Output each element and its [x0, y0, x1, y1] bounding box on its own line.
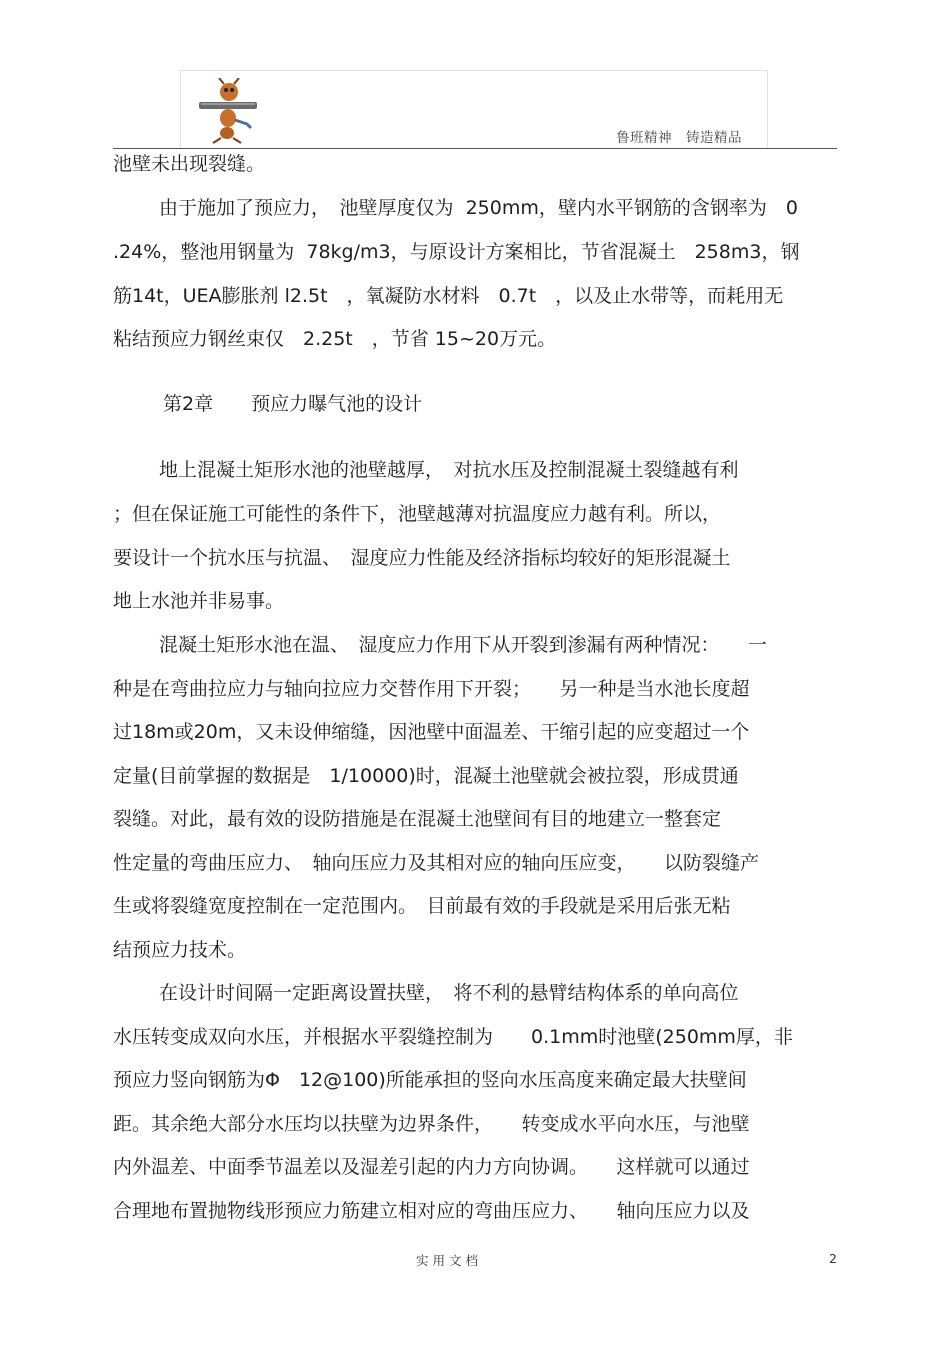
footer-label: 实用文档: [416, 1253, 483, 1268]
text-line: 过18m或20m，又未设伸缩缝，因池壁中面温差、干缩引起的应变超过一个: [113, 721, 750, 743]
text-line: 粘结预应力钢丝束仅 2.25t ，节省 15~20万元。: [113, 328, 557, 350]
text-line: 地上水池并非易事。: [113, 590, 285, 612]
text-line: 由于施加了预应力， 池壁厚度仅为 250mm，壁内水平钢筋的含钢率为 0: [140, 197, 798, 219]
text-line: 结预应力技术。: [113, 939, 247, 961]
text-line: 池壁未出现裂缝。: [113, 153, 266, 175]
text-line: 裂缝。对此，最有效的设防措施是在混凝土池壁间有目的地建立一整套定: [113, 808, 722, 830]
text-line: .24%，整池用钢量为 78kg/m3，与原设计方案相比，节省混凝土 258m3，钢: [113, 241, 800, 263]
page-number: 2: [829, 1251, 837, 1266]
text-line: 合理地布置抛物线形预应力筋建立相对应的弯曲压应力、 轴向压应力以及: [113, 1200, 750, 1222]
text-line: 地上混凝土矩形水池的池壁越厚， 对抗水压及控制混凝土裂缝越有利: [140, 459, 739, 481]
header-slogan: 鲁班精神 铸造精品: [616, 130, 742, 146]
text-line: ；但在保证施工可能性的条件下，池壁越薄对抗温度应力越有利。所以，: [113, 503, 722, 525]
text-line: 混凝土矩形水池在温、 湿度应力作用下从开裂到渗漏有两种情况： 一: [140, 634, 768, 656]
text-line: 种是在弯曲拉应力与轴向拉应力交替作用下开裂； 另一种是当水池长度超: [113, 678, 750, 700]
ant-worker-logo-icon: [197, 78, 259, 144]
text-line: 水压转变成双向水压，并根据水平裂缝控制为 0.1mm时池壁(250mm厚，非: [113, 1026, 793, 1048]
text-line: 距。其余绝大部分水压均以扶壁为边界条件， 转变成水平向水压，与池壁: [113, 1113, 750, 1135]
text-line: 性定量的弯曲压应力、 轴向压应力及其相对应的轴向压应变， 以防裂缝产: [113, 852, 760, 874]
text-line: 在设计时间隔一定距离设置扶壁， 将不利的悬臂结构体系的单向高位: [140, 982, 739, 1004]
chapter-heading: 第2章 预应力曝气池的设计: [163, 393, 423, 415]
text-line: 定量(目前掌握的数据是 1/10000)时，混凝土池壁就会被拉裂，形成贯通: [113, 765, 739, 787]
text-line: 筋14t，UEA膨胀剂 l2.5t ，氧凝防水材料 0.7t ，以及止水带等，而耗用无: [113, 285, 784, 307]
text-line: 内外温差、中面季节温差以及湿差引起的内力方向协调。 这样就可以通过: [113, 1156, 750, 1178]
text-line: 预应力竖向钢筋为Φ 12@100)所能承担的竖向水压高度来确定最大扶壁间: [113, 1069, 747, 1091]
text-line: 要设计一个抗水压与抗温、 湿度应力性能及经济指标均较好的矩形混凝土: [113, 547, 731, 569]
header-rule: [113, 148, 837, 149]
text-line: 生或将裂缝宽度控制在一定范围内。 目前最有效的手段就是采用后张无粘: [113, 895, 731, 917]
